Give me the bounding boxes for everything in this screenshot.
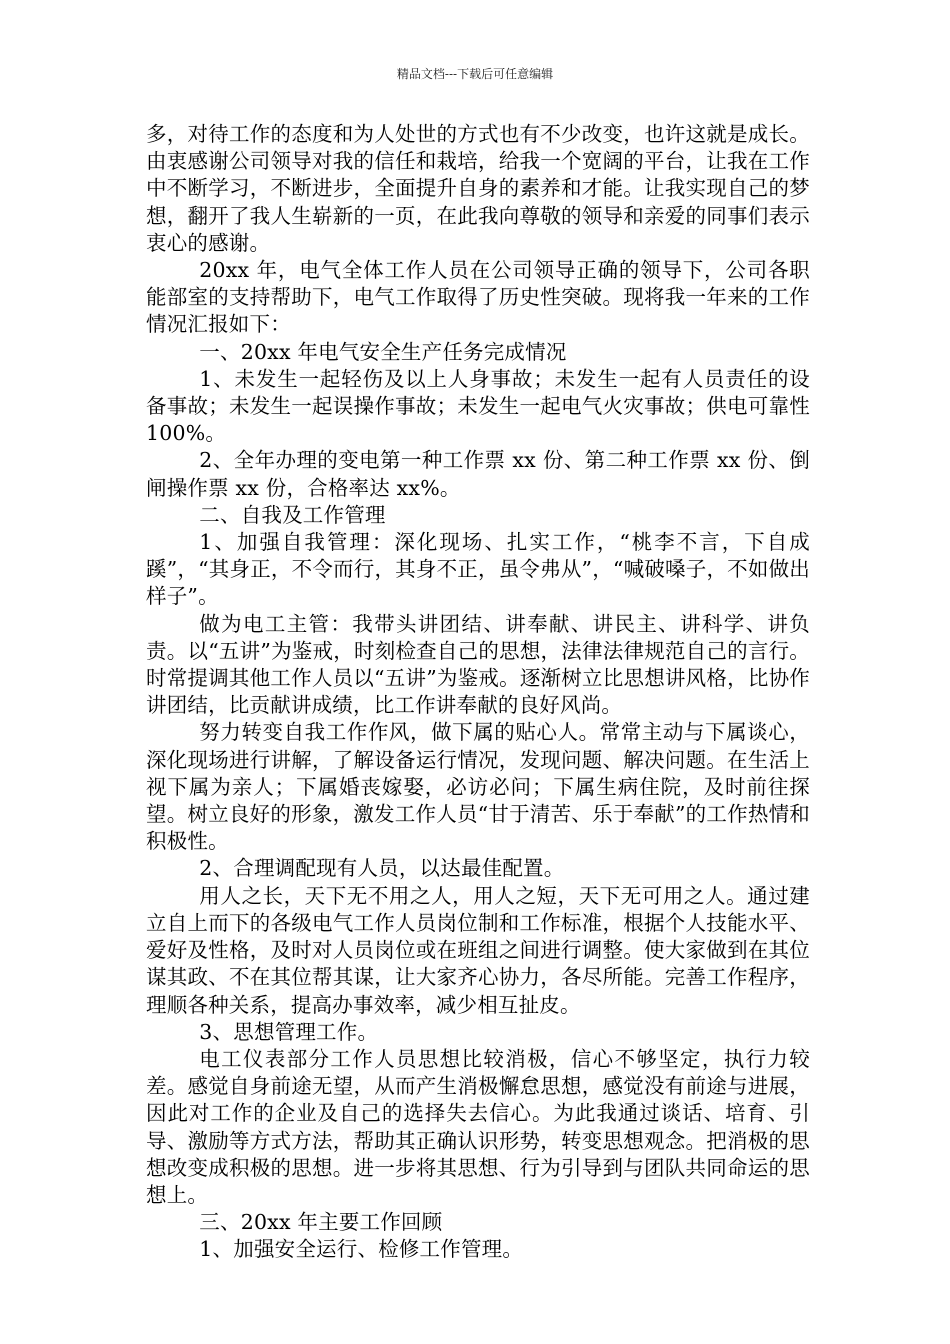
document-body bbox=[146, 121, 810, 1264]
section-heading: 三、20xx 年主要工作回顾 bbox=[199, 1210, 443, 1235]
paragraph: 20xx 年，电气全体工作人员在公司领导正确的领导下，公司各职能部室的支持帮助下，电气工作取得了历史性突破。现将我一年来的工作情况汇报如下： bbox=[146, 258, 810, 337]
paragraph: 2、全年办理的变电第一种工作票 xx 份、第二种工作票 xx 份、倒闸操作票 xx 份，合格率达 xx%。 bbox=[146, 448, 810, 500]
subsection-heading: 1、加强安全运行、检修工作管理。 bbox=[199, 1237, 524, 1262]
section-heading: 一、20xx 年电气安全生产任务完成情况 bbox=[199, 339, 567, 364]
paragraph: 多，对待工作的态度和为人处世的方式也有不少改变，也许这就是成长。由衷感谢公司领导对我的信任和栽培，给我一个宽阔的平台，让我在工作中不断学习，不断进步，全面提升自身的素养和才能。让我实现自己的梦想，翻开了我人生崭新的一页，在此我向尊敬的领导和亲爱的同事们表示衷心的感谢。 bbox=[146, 122, 810, 255]
paragraph: 电工仪表部分工作人员思想比较消极，信心不够坚定，执行力较差。感觉自身前途无望，从而产生消极懈怠思想，感觉没有前途与进展，因此对工作的企业及自己的选择失去信心。为此我通过谈话、培育、引导、激励等方式方法，帮助其正确认识形势，转变思想观念。把消极的思想改变成积极的思想。进一步将其思想、行为引导到与团队共同命运的思想上。 bbox=[146, 1046, 810, 1207]
paragraph: 用人之长，天下无不用之人，用人之短，天下无可用之人。通过建立自上而下的各级电气工作人员岗位制和工作标准，根据个人技能水平、爱好及性格，及时对人员岗位或在班组之间进行调整。使大家做到在其位谋其政、不在其位帮其谋，让大家齐心协力，各尽所能。完善工作程序，理顺各种关系，提高办事效率，减少相互扯皮。 bbox=[146, 883, 810, 1017]
subsection-heading: 2、合理调配现有人员，以达最佳配置。 bbox=[199, 856, 565, 881]
paragraph: 1、未发生一起轻伤及以上人身事故；未发生一起有人员责任的设备事故；未发生一起误操作事故；未发生一起电气火灾事故；供电可靠性 100%。 bbox=[146, 366, 810, 446]
page-header: 精品文档---下载后可任意编辑 bbox=[396, 67, 554, 81]
paragraph: 1、加强自我管理：深化现场、扎实工作，“桃李不言，下自成蹊”，“其身正，不令而行，其身不正，虽令弗从”，“喊破嗓子，不如做出样子”。 bbox=[146, 530, 810, 609]
paragraph: 做为电工主管：我带头讲团结、讲奉献、讲民主、讲科学、讲负责。以“五讲”为鉴戒，时刻检查自己的思想，法律法律规范自己的言行。时常提调其他工作人员以“五讲”为鉴戒。逐渐树立比思想讲风格，比协作讲团结，比贡献讲成绩，比工作讲奉献的良好风尚。 bbox=[146, 611, 810, 718]
subsection-heading: 3、思想管理工作。 bbox=[199, 1019, 379, 1044]
paragraph: 努力转变自我工作作风，做下属的贴心人。常常主动与下属谈心，深化现场进行讲解，了解设备运行情况，发现问题、解决问题。在生活上视下属为亲人；下属婚丧嫁娶，必访必问；下属生病住院，及时前往探望。树立良好的形象，激发工作人员“甘于清苦、乐于奉献”的工作热情和积极性。 bbox=[146, 720, 810, 854]
section-heading: 二、自我及工作管理 bbox=[199, 502, 386, 527]
